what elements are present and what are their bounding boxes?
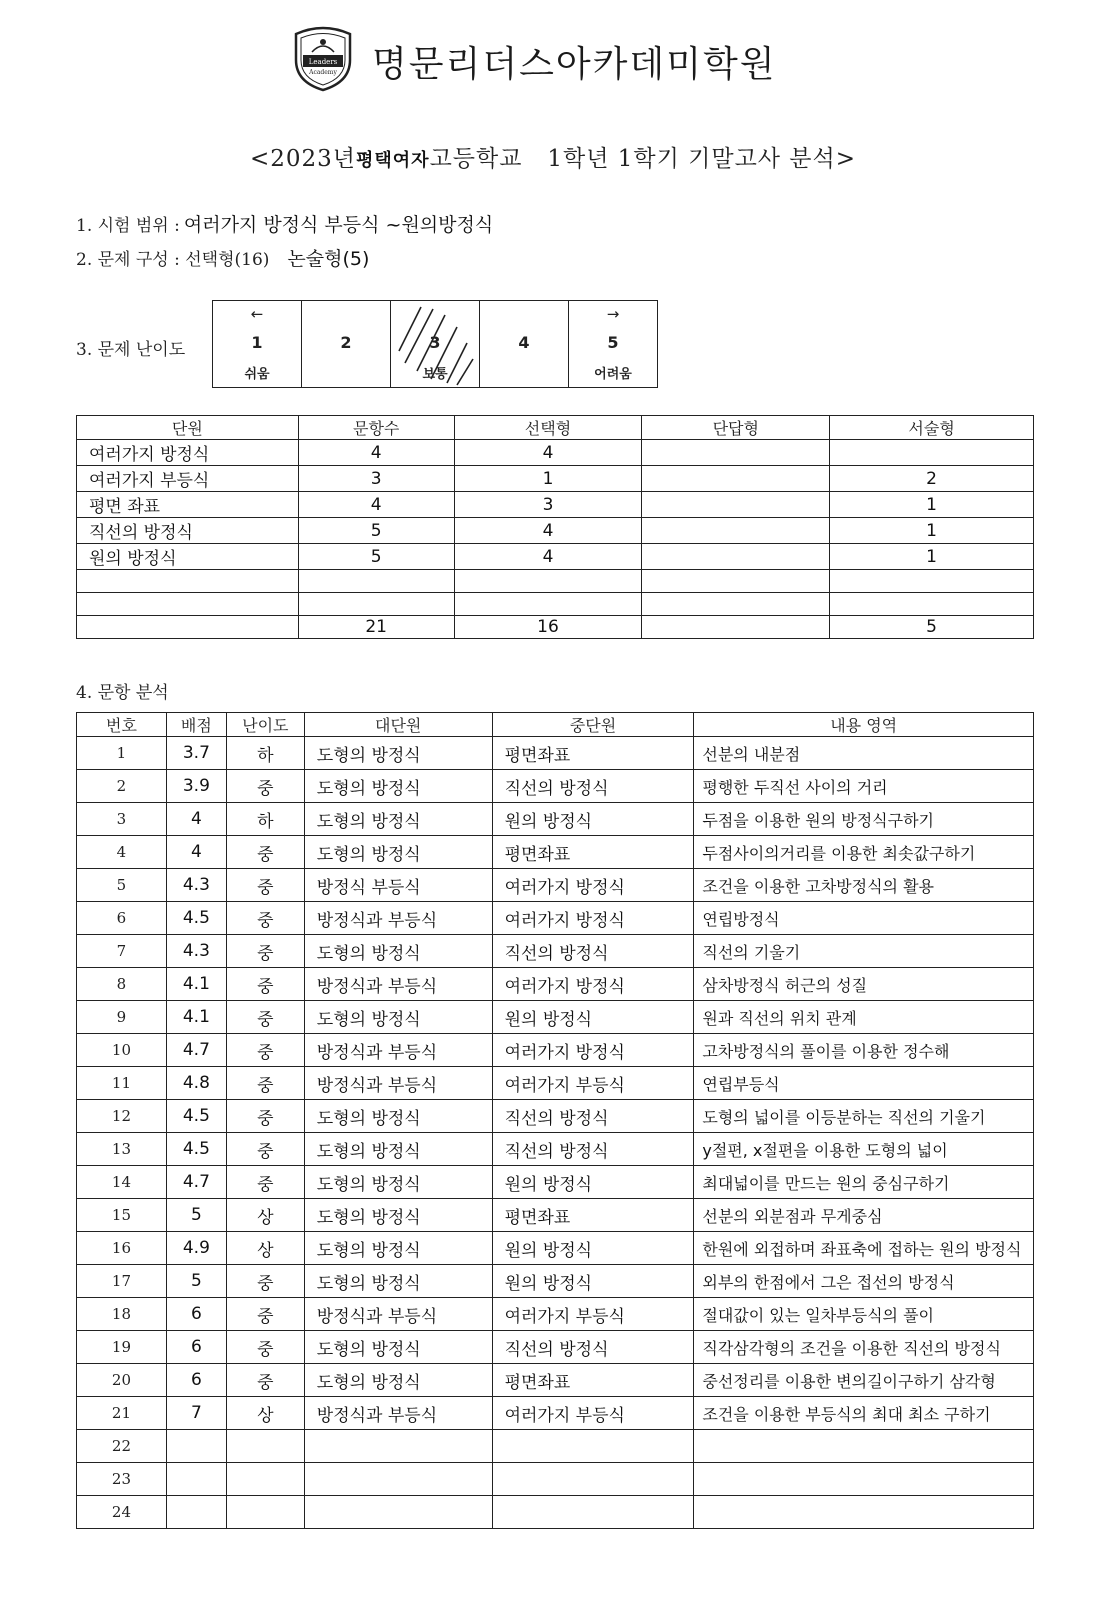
question-count: 3 bbox=[298, 466, 454, 492]
item-content-area: 직각삼각형의 조건을 이용한 직선의 방정식 bbox=[694, 1331, 1034, 1364]
item-major-unit: 도형의 방정식 bbox=[304, 1100, 492, 1133]
item-number: 4 bbox=[77, 836, 167, 869]
item-number: 10 bbox=[77, 1034, 167, 1067]
header-content-area: 내용 영역 bbox=[694, 713, 1034, 737]
item-middle-unit: 직선의 방정식 bbox=[492, 770, 694, 803]
table-row bbox=[77, 1133, 1034, 1166]
short-answer-count bbox=[642, 440, 830, 466]
difficulty-label: 3. 문제 난이도 bbox=[76, 340, 186, 360]
item-number: 24 bbox=[77, 1496, 167, 1529]
item-content-area: 조건을 이용한 부등식의 최대 최소 구하기 bbox=[694, 1397, 1034, 1430]
item-score: 6 bbox=[166, 1298, 226, 1331]
right-arrow-icon: → bbox=[606, 305, 620, 323]
table-row bbox=[77, 1100, 1034, 1133]
item-score: 7 bbox=[166, 1397, 226, 1430]
item-middle-unit: 원의 방정식 bbox=[492, 1166, 694, 1199]
item-content-area: 삼차방정식 허근의 성질 bbox=[694, 968, 1034, 1001]
item-major-unit: 도형의 방정식 bbox=[304, 1166, 492, 1199]
table-row bbox=[77, 902, 1034, 935]
table-row bbox=[77, 770, 1034, 803]
difficulty-level-5 bbox=[569, 301, 657, 387]
difficulty-level-3 bbox=[391, 301, 480, 387]
difficulty-num: 3 bbox=[429, 333, 441, 352]
table-row bbox=[77, 1232, 1034, 1265]
essay-count: 2 bbox=[830, 466, 1034, 492]
item-number: 3 bbox=[77, 803, 167, 836]
item-number: 20 bbox=[77, 1364, 167, 1397]
item-number: 19 bbox=[77, 1331, 167, 1364]
svg-text:Academy: Academy bbox=[309, 69, 337, 76]
item-major-unit: 도형의 방정식 bbox=[304, 1133, 492, 1166]
item-score: 4.3 bbox=[166, 935, 226, 968]
item-score: 5 bbox=[166, 1199, 226, 1232]
header-unit: 단원 bbox=[77, 416, 299, 440]
item-content-area: 중선정리를 이용한 변의길이구하기 삼각형 bbox=[694, 1364, 1034, 1397]
item-content-area: 평행한 두직선 사이의 거리 bbox=[694, 770, 1034, 803]
item-major-unit: 방정식과 부등식 bbox=[304, 1397, 492, 1430]
item-content-area bbox=[694, 1463, 1034, 1496]
essay-count bbox=[830, 593, 1034, 616]
item-number: 1 bbox=[77, 737, 167, 770]
table-row bbox=[77, 869, 1034, 902]
question-count bbox=[298, 570, 454, 593]
item-middle-unit: 원의 방정식 bbox=[492, 1001, 694, 1034]
item-content-area: 연립방정식 bbox=[694, 902, 1034, 935]
item-difficulty bbox=[226, 1463, 304, 1496]
item-difficulty: 중 bbox=[226, 836, 304, 869]
item-middle-unit: 직선의 방정식 bbox=[492, 935, 694, 968]
table-row bbox=[77, 1199, 1034, 1232]
item-number: 21 bbox=[77, 1397, 167, 1430]
item-content-area: 외부의 한점에서 그은 접선의 방정식 bbox=[694, 1265, 1034, 1298]
item-content-area: 한원에 외접하며 좌표축에 접하는 원의 방정식 bbox=[694, 1232, 1034, 1265]
item-score: 4.5 bbox=[166, 1133, 226, 1166]
header-score: 배점 bbox=[166, 713, 226, 737]
item-content-area: 선분의 내분점 bbox=[694, 737, 1034, 770]
item-major-unit: 방정식과 부등식 bbox=[304, 902, 492, 935]
table-row bbox=[77, 737, 1034, 770]
essay-count: 1 bbox=[830, 492, 1034, 518]
table-row bbox=[77, 1463, 1034, 1496]
item-middle-unit: 여러가지 부등식 bbox=[492, 1067, 694, 1100]
difficulty-num: 2 bbox=[340, 333, 352, 352]
item-number: 13 bbox=[77, 1133, 167, 1166]
item-score: 4.1 bbox=[166, 968, 226, 1001]
title-suffix: 고등학교 1학년 1학기 기말고사 분석> bbox=[429, 146, 857, 172]
academy-name: 명문리더스아카데미학원 bbox=[372, 44, 777, 85]
item-score: 4.7 bbox=[166, 1166, 226, 1199]
item-content-area bbox=[694, 1496, 1034, 1529]
header bbox=[0, 22, 1106, 92]
item-major-unit bbox=[304, 1463, 492, 1496]
item-middle-unit: 원의 방정식 bbox=[492, 1265, 694, 1298]
item-score: 6 bbox=[166, 1364, 226, 1397]
item-content-area: 절대값이 있는 일차부등식의 풀이 bbox=[694, 1298, 1034, 1331]
item-difficulty: 중 bbox=[226, 1166, 304, 1199]
exam-range-label: 1. 시험 범위 : bbox=[76, 216, 180, 236]
table-row bbox=[77, 1430, 1034, 1463]
item-content-area: 직선의 기울기 bbox=[694, 935, 1034, 968]
item-difficulty: 중 bbox=[226, 1298, 304, 1331]
item-score: 4.3 bbox=[166, 869, 226, 902]
item-major-unit: 도형의 방정식 bbox=[304, 836, 492, 869]
item-middle-unit: 원의 방정식 bbox=[492, 1232, 694, 1265]
title-prefix: <2023년 bbox=[249, 146, 356, 172]
item-difficulty: 중 bbox=[226, 1034, 304, 1067]
unit-name: 직선의 방정식 bbox=[77, 518, 299, 544]
difficulty-level-1 bbox=[213, 301, 302, 387]
item-major-unit: 도형의 방정식 bbox=[304, 935, 492, 968]
item-score bbox=[166, 1496, 226, 1529]
item-difficulty: 중 bbox=[226, 770, 304, 803]
short-answer-count bbox=[642, 544, 830, 570]
multiple-choice-count: 4 bbox=[454, 544, 642, 570]
short-answer-count bbox=[642, 518, 830, 544]
item-difficulty: 상 bbox=[226, 1232, 304, 1265]
document-title bbox=[0, 140, 1106, 173]
composition-label: 2. 문제 구성 : 선택형(16) bbox=[76, 250, 270, 270]
header-difficulty: 난이도 bbox=[226, 713, 304, 737]
item-content-area: 원과 직선의 위치 관계 bbox=[694, 1001, 1034, 1034]
multiple-choice-count: 1 bbox=[454, 466, 642, 492]
header-essay: 서술형 bbox=[830, 416, 1034, 440]
item-number: 22 bbox=[77, 1430, 167, 1463]
header-major-unit: 대단원 bbox=[304, 713, 492, 737]
school-name: 평택여자 bbox=[356, 150, 430, 171]
difficulty-label-hard: 어려움 bbox=[594, 367, 632, 382]
exam-range bbox=[76, 210, 493, 237]
essay-count bbox=[830, 570, 1034, 593]
question-count: 5 bbox=[298, 518, 454, 544]
item-major-unit: 도형의 방정식 bbox=[304, 770, 492, 803]
item-content-area: 조건을 이용한 고차방정식의 활용 bbox=[694, 869, 1034, 902]
item-score: 3.7 bbox=[166, 737, 226, 770]
item-difficulty: 상 bbox=[226, 1199, 304, 1232]
item-middle-unit bbox=[492, 1496, 694, 1529]
item-number: 23 bbox=[77, 1463, 167, 1496]
item-major-unit: 방정식과 부등식 bbox=[304, 1298, 492, 1331]
multiple-choice-count: 3 bbox=[454, 492, 642, 518]
item-difficulty: 중 bbox=[226, 1067, 304, 1100]
item-content-area: 두점사이의거리를 이용한 최솟값구하기 bbox=[694, 836, 1034, 869]
question-count: 4 bbox=[298, 440, 454, 466]
unit-name bbox=[77, 616, 299, 639]
item-middle-unit: 여러가지 부등식 bbox=[492, 1397, 694, 1430]
item-major-unit: 도형의 방정식 bbox=[304, 1232, 492, 1265]
table-row bbox=[77, 440, 1034, 466]
table-row bbox=[77, 1001, 1034, 1034]
item-score: 4.5 bbox=[166, 1100, 226, 1133]
item-difficulty: 중 bbox=[226, 869, 304, 902]
table-row bbox=[77, 968, 1034, 1001]
item-major-unit: 도형의 방정식 bbox=[304, 803, 492, 836]
item-major-unit: 방정식과 부등식 bbox=[304, 1067, 492, 1100]
item-content-area bbox=[694, 1430, 1034, 1463]
multiple-choice-count: 4 bbox=[454, 518, 642, 544]
item-score bbox=[166, 1430, 226, 1463]
short-answer-count bbox=[642, 570, 830, 593]
item-middle-unit: 직선의 방정식 bbox=[492, 1100, 694, 1133]
header-count: 문항수 bbox=[298, 416, 454, 440]
short-answer-count bbox=[642, 616, 830, 639]
question-count: 21 bbox=[298, 616, 454, 639]
multiple-choice-count: 16 bbox=[454, 616, 642, 639]
item-score: 4.7 bbox=[166, 1034, 226, 1067]
table-row bbox=[77, 593, 1034, 616]
table-row bbox=[77, 1364, 1034, 1397]
unit-summary-table bbox=[76, 415, 1034, 639]
difficulty-label-easy: 쉬움 bbox=[244, 367, 270, 382]
table-row bbox=[77, 1265, 1034, 1298]
item-middle-unit: 직선의 방정식 bbox=[492, 1331, 694, 1364]
item-number: 15 bbox=[77, 1199, 167, 1232]
item-middle-unit: 여러가지 방정식 bbox=[492, 902, 694, 935]
item-middle-unit: 여러가지 부등식 bbox=[492, 1298, 694, 1331]
item-score: 4.1 bbox=[166, 1001, 226, 1034]
item-number: 11 bbox=[77, 1067, 167, 1100]
item-number: 9 bbox=[77, 1001, 167, 1034]
item-difficulty: 상 bbox=[226, 1397, 304, 1430]
item-score: 4 bbox=[166, 803, 226, 836]
difficulty-level-4 bbox=[480, 301, 569, 387]
table-row bbox=[77, 1331, 1034, 1364]
item-middle-unit: 여러가지 방정식 bbox=[492, 1034, 694, 1067]
item-difficulty bbox=[226, 1496, 304, 1529]
item-major-unit: 도형의 방정식 bbox=[304, 737, 492, 770]
item-content-area: 고차방정식의 풀이를 이용한 정수해 bbox=[694, 1034, 1034, 1067]
item-major-unit: 도형의 방정식 bbox=[304, 1199, 492, 1232]
left-arrow-icon: ← bbox=[250, 305, 264, 323]
header-middle-unit: 중단원 bbox=[492, 713, 694, 737]
item-middle-unit: 직선의 방정식 bbox=[492, 1133, 694, 1166]
item-content-area: 도형의 넓이를 이등분하는 직선의 기울기 bbox=[694, 1100, 1034, 1133]
header-short-answer: 단답형 bbox=[642, 416, 830, 440]
table-row bbox=[77, 466, 1034, 492]
essay-count: 1 bbox=[830, 544, 1034, 570]
item-difficulty: 중 bbox=[226, 1100, 304, 1133]
item-number: 5 bbox=[77, 869, 167, 902]
unit-name: 여러가지 방정식 bbox=[77, 440, 299, 466]
question-count: 5 bbox=[298, 544, 454, 570]
item-major-unit: 도형의 방정식 bbox=[304, 1265, 492, 1298]
item-major-unit: 도형의 방정식 bbox=[304, 1331, 492, 1364]
table-row bbox=[77, 836, 1034, 869]
item-middle-unit bbox=[492, 1430, 694, 1463]
item-content-area: 선분의 외분점과 무게중심 bbox=[694, 1199, 1034, 1232]
item-middle-unit bbox=[492, 1463, 694, 1496]
item-number: 2 bbox=[77, 770, 167, 803]
unit-name bbox=[77, 593, 299, 616]
item-difficulty: 중 bbox=[226, 1364, 304, 1397]
item-table-header bbox=[77, 713, 1034, 737]
item-score: 4.8 bbox=[166, 1067, 226, 1100]
difficulty-label-normal: 보통 bbox=[422, 367, 448, 382]
table-row bbox=[77, 1067, 1034, 1100]
item-score: 4.5 bbox=[166, 902, 226, 935]
essay-count bbox=[830, 440, 1034, 466]
item-number: 7 bbox=[77, 935, 167, 968]
table-row bbox=[77, 803, 1034, 836]
item-middle-unit: 평면좌표 bbox=[492, 737, 694, 770]
item-number: 18 bbox=[77, 1298, 167, 1331]
academy-logo-icon bbox=[292, 26, 354, 92]
item-major-unit: 도형의 방정식 bbox=[304, 1001, 492, 1034]
unit-name bbox=[77, 570, 299, 593]
item-middle-unit: 평면좌표 bbox=[492, 1364, 694, 1397]
item-middle-unit: 평면좌표 bbox=[492, 836, 694, 869]
table-row bbox=[77, 616, 1034, 639]
item-score: 3.9 bbox=[166, 770, 226, 803]
item-content-area: y절편, x절편을 이용한 도형의 넓이 bbox=[694, 1133, 1034, 1166]
item-difficulty: 중 bbox=[226, 1001, 304, 1034]
table-row bbox=[77, 935, 1034, 968]
item-middle-unit: 원의 방정식 bbox=[492, 803, 694, 836]
item-difficulty bbox=[226, 1430, 304, 1463]
difficulty-num: 1 bbox=[251, 333, 263, 352]
short-answer-count bbox=[642, 593, 830, 616]
item-analysis-table bbox=[76, 712, 1034, 1529]
difficulty-level-2 bbox=[302, 301, 391, 387]
difficulty-num: 5 bbox=[607, 333, 619, 352]
item-middle-unit: 여러가지 방정식 bbox=[492, 968, 694, 1001]
table-row bbox=[77, 1034, 1034, 1067]
unit-name: 원의 방정식 bbox=[77, 544, 299, 570]
unit-name: 평면 좌표 bbox=[77, 492, 299, 518]
unit-table-header bbox=[77, 416, 1034, 440]
exam-range-value: 여러가지 방정식 부등식 ~원의방정식 bbox=[183, 214, 494, 236]
item-difficulty: 중 bbox=[226, 1331, 304, 1364]
item-content-area: 두점을 이용한 원의 방정식구하기 bbox=[694, 803, 1034, 836]
item-score: 4 bbox=[166, 836, 226, 869]
multiple-choice-count: 4 bbox=[454, 440, 642, 466]
question-composition bbox=[76, 244, 369, 271]
item-score bbox=[166, 1463, 226, 1496]
composition-value: 논술형(5) bbox=[287, 248, 370, 270]
item-number: 6 bbox=[77, 902, 167, 935]
item-score: 5 bbox=[166, 1265, 226, 1298]
item-major-unit: 도형의 방정식 bbox=[304, 1364, 492, 1397]
difficulty-scale bbox=[212, 300, 658, 388]
table-row bbox=[77, 570, 1034, 593]
section-item-analysis-title: 4. 문항 분석 bbox=[76, 683, 169, 703]
table-row bbox=[77, 1298, 1034, 1331]
item-major-unit bbox=[304, 1496, 492, 1529]
table-row bbox=[77, 492, 1034, 518]
item-major-unit: 방정식과 부등식 bbox=[304, 968, 492, 1001]
item-difficulty: 중 bbox=[226, 902, 304, 935]
item-number: 12 bbox=[77, 1100, 167, 1133]
table-row bbox=[77, 1166, 1034, 1199]
difficulty-num: 4 bbox=[518, 333, 530, 352]
item-difficulty: 중 bbox=[226, 968, 304, 1001]
short-answer-count bbox=[642, 466, 830, 492]
item-number: 16 bbox=[77, 1232, 167, 1265]
short-answer-count bbox=[642, 492, 830, 518]
item-score: 4.9 bbox=[166, 1232, 226, 1265]
item-major-unit bbox=[304, 1430, 492, 1463]
essay-count: 5 bbox=[830, 616, 1034, 639]
item-number: 8 bbox=[77, 968, 167, 1001]
item-number: 17 bbox=[77, 1265, 167, 1298]
essay-count: 1 bbox=[830, 518, 1034, 544]
table-row bbox=[77, 1397, 1034, 1430]
multiple-choice-count bbox=[454, 593, 642, 616]
item-difficulty: 중 bbox=[226, 1133, 304, 1166]
table-row bbox=[77, 1496, 1034, 1529]
question-count bbox=[298, 593, 454, 616]
item-difficulty: 하 bbox=[226, 803, 304, 836]
item-major-unit: 방정식 부등식 bbox=[304, 869, 492, 902]
item-content-area: 연립부등식 bbox=[694, 1067, 1034, 1100]
item-number: 14 bbox=[77, 1166, 167, 1199]
header-number: 번호 bbox=[77, 713, 167, 737]
item-middle-unit: 평면좌표 bbox=[492, 1199, 694, 1232]
table-row bbox=[77, 544, 1034, 570]
multiple-choice-count bbox=[454, 570, 642, 593]
item-difficulty: 중 bbox=[226, 935, 304, 968]
table-row bbox=[77, 518, 1034, 544]
item-middle-unit: 여러가지 방정식 bbox=[492, 869, 694, 902]
item-score: 6 bbox=[166, 1331, 226, 1364]
svg-text:Leaders: Leaders bbox=[308, 58, 338, 66]
item-difficulty: 중 bbox=[226, 1265, 304, 1298]
item-major-unit: 방정식과 부등식 bbox=[304, 1034, 492, 1067]
item-content-area: 최대넓이를 만드는 원의 중심구하기 bbox=[694, 1166, 1034, 1199]
header-multiple-choice: 선택형 bbox=[454, 416, 642, 440]
question-count: 4 bbox=[298, 492, 454, 518]
item-difficulty: 하 bbox=[226, 737, 304, 770]
unit-name: 여러가지 부등식 bbox=[77, 466, 299, 492]
